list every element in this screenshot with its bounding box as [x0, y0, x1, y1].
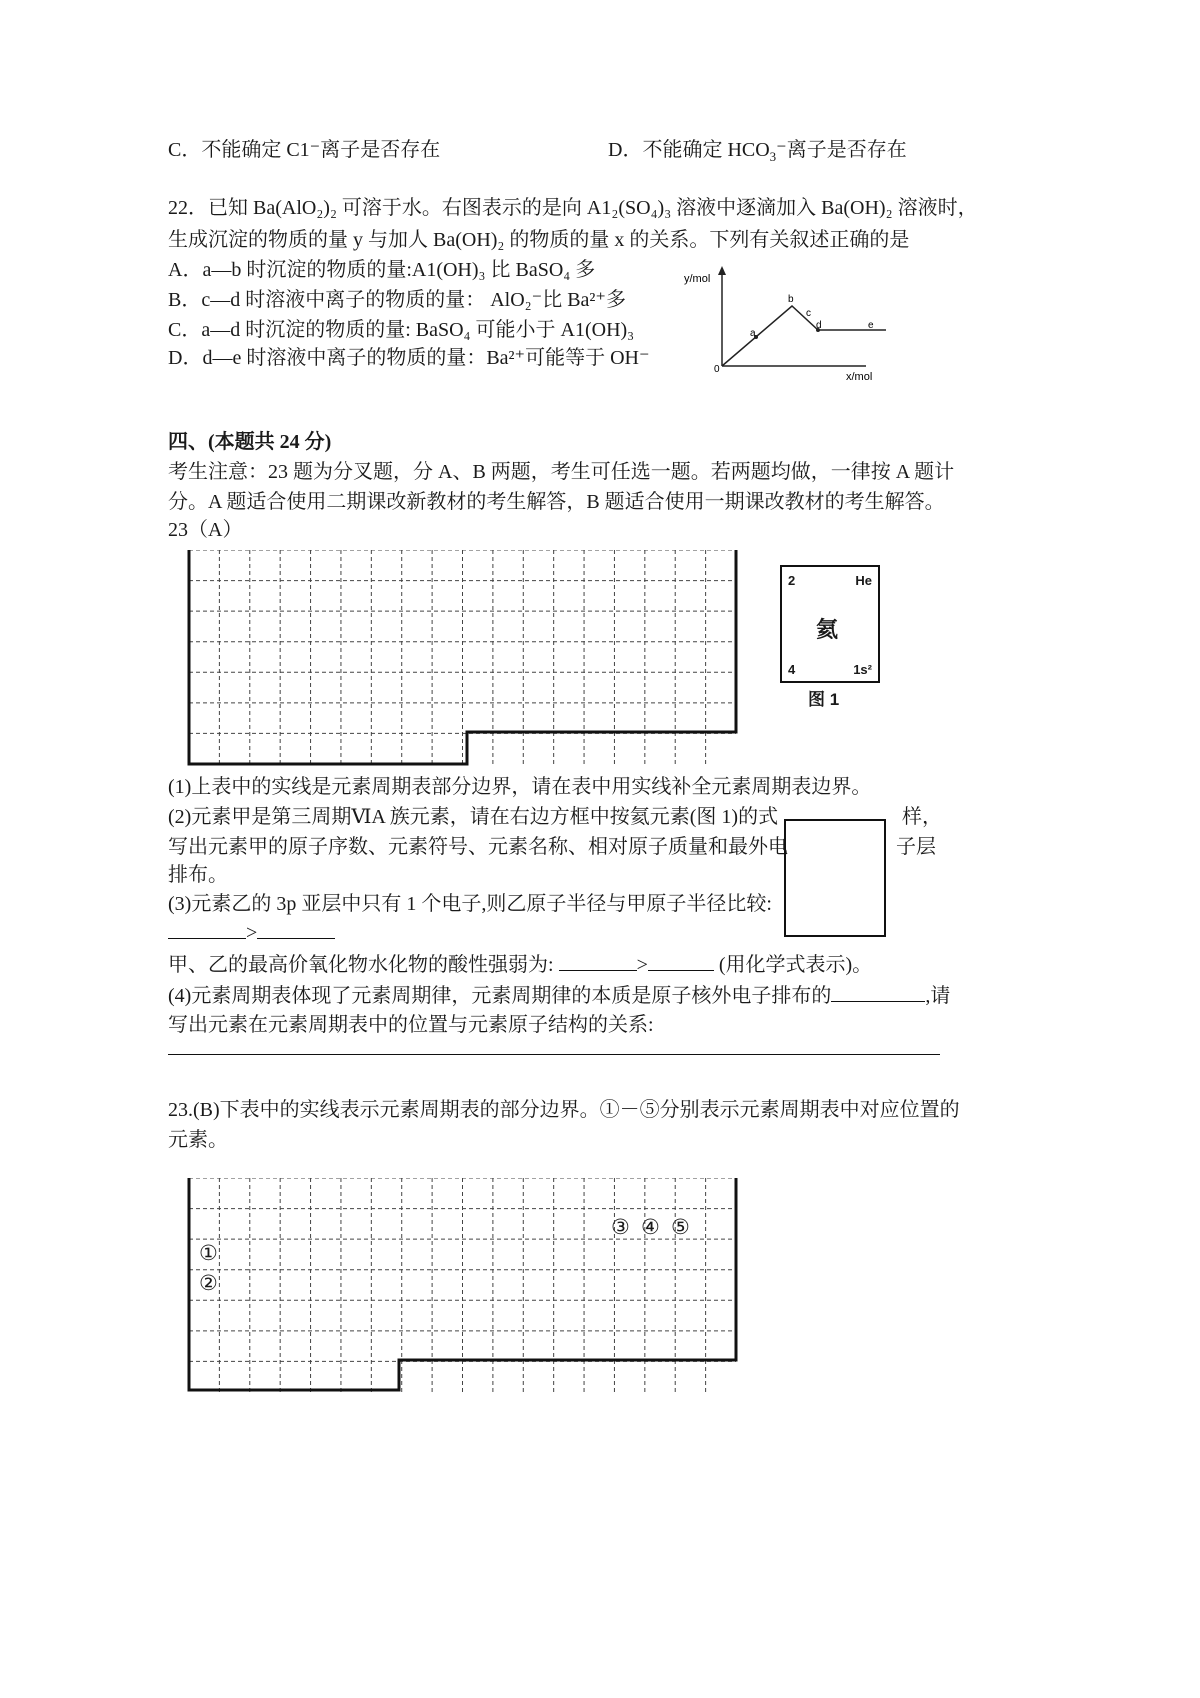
q23a-p3c [168, 952, 872, 977]
periodic-grid-b [186, 1178, 742, 1396]
q23a-p3b [168, 920, 335, 945]
q22-option-c: C．a—d 时沉淀的物质的量: BaSO₄ 可能小于 A1(OH)₃ [168, 319, 635, 341]
q21-option-d-post: ⁻离子是否存在 [776, 139, 907, 161]
blank-radius-2[interactable] [257, 920, 335, 939]
graph-point-c: c [806, 308, 811, 319]
blank-electron-arrangement[interactable] [831, 983, 925, 1002]
q23a-p2a-end: 样， [902, 806, 942, 828]
graph-curve [722, 306, 886, 366]
q23a-p3b-gt: > [246, 922, 258, 944]
q23a-label: 23（A） [168, 519, 243, 541]
section4-notice-2: 分。A 题适合使用二期课改新教材的考生解答，B 题适合使用一期课改教材的考生解答。 [168, 491, 945, 513]
q22-option-b: B．c—d 时溶液中离子的物质的量： AlO₂⁻比 Ba²⁺多 [168, 289, 626, 311]
q23a-p2a: (2)元素甲是第三周期ⅥA 族元素，请在右边方框中按氦元素(图 1)的式 [168, 806, 779, 828]
graph-y-arrow [718, 266, 726, 275]
q22-option-a: A．a—b 时沉淀的物质的量:A1(OH)₃ 比 BaSO₄ 多 [168, 259, 596, 281]
figure1-config: 1s² [853, 662, 872, 677]
q23b-line2: 元素。 [168, 1129, 228, 1151]
q23b-line1: 23.(B)下表中的实线表示元素周期表的部分边界。①－⑤分别表示元素周期表中对应位置的 [168, 1099, 960, 1121]
q23a-p4a [168, 983, 950, 1008]
figure1-symbol: He [855, 573, 872, 588]
periodic-grid-a [186, 550, 742, 768]
graph-x-label: x/mol [846, 371, 873, 382]
answer-line-relation[interactable] [168, 1054, 940, 1055]
element-mark-3: ③ [611, 1215, 630, 1239]
q23a-p2c: 排布。 [168, 864, 228, 886]
section4-heading: 四、(本题共 24 分) [168, 431, 332, 453]
q22-option-d: D．d—e 时溶液中离子的物质的量：Ba²⁺可能等于 OH⁻ [168, 347, 650, 369]
graph-origin: 0 [714, 364, 720, 375]
q22-graph [670, 262, 900, 382]
q23a-p1: (1)上表中的实线是元素周期表部分边界，请在表中用实线补全元素周期表边界。 [168, 776, 872, 798]
q23a-p3c-post: (用化学式表示)。 [718, 954, 873, 976]
blank-acid-2[interactable] [648, 952, 714, 971]
q23a-p3c-pre: 甲、乙的最高价氧化物水化物的酸性强弱为: [168, 954, 554, 976]
q22-line1: 22．已知 Ba(AlO₂)₂ 可溶于水。右图表示的是向 A1₂(SO₄)₃ 溶液中逐滴加入 Ba(OH)₂ 溶液时， [168, 197, 978, 219]
element-mark-5: ⑤ [671, 1215, 690, 1239]
q23a-p3a: (3)元素乙的 3p 亚层中只有 1 个电子,则乙原子半径与甲原子半径比较: [168, 893, 772, 915]
q21-option-c: C．不能确定 C1⁻离子是否存在 [168, 139, 441, 161]
element-mark-1: ① [199, 1241, 218, 1265]
q23a-p2b: 写出元素甲的原子序数、元素符号、元素名称、相对原子质量和最外电 [168, 836, 788, 858]
section4-notice-1: 考生注意：23 题为分叉题，分 A、B 两题，考生可任选一题。若两题均做，一律按 A 题计 [168, 461, 955, 483]
blank-radius-1[interactable] [168, 920, 246, 939]
q21-option-d [608, 138, 907, 162]
q21-option-d-pre: D．不能确定 HCO [608, 139, 770, 161]
graph-point-a: a [750, 328, 756, 339]
q22-line2: 生成沉淀的物质的量 y 与加人 Ba(OH)₂ 的物质的量 x 的关系。下列有关叙述正确的是 [168, 229, 910, 251]
q23a-p4a-pre: (4)元素周期表体现了元素周期律，元素周期律的本质是原子核外电子排布的 [168, 985, 832, 1007]
graph-y-label: y/mol [684, 273, 711, 285]
element-mark-4: ④ [641, 1215, 660, 1239]
graph-point-e: e [868, 320, 874, 331]
figure1-box [780, 565, 880, 683]
blank-acid-1[interactable] [559, 952, 637, 971]
q23a-p4a-post: ,请 [925, 985, 951, 1007]
graph-point-b: b [788, 294, 794, 305]
figure1-caption: 图 1 [808, 690, 840, 709]
figure1-number: 2 [788, 573, 796, 588]
figure1-mass: 4 [788, 662, 796, 677]
figure1-name: 氦 [816, 617, 839, 643]
q23a-p3c-gt: > [636, 954, 648, 976]
q23a-p2b-end: 子层 [896, 836, 936, 858]
q21-option-d-sub: 3 [769, 149, 777, 164]
answer-box-element-jia[interactable] [784, 819, 886, 937]
element-mark-2: ② [199, 1271, 218, 1295]
graph-point-d: d [816, 320, 822, 331]
q23a-p4b: 写出元素在元素周期表中的位置与元素原子结构的关系: [168, 1014, 654, 1036]
